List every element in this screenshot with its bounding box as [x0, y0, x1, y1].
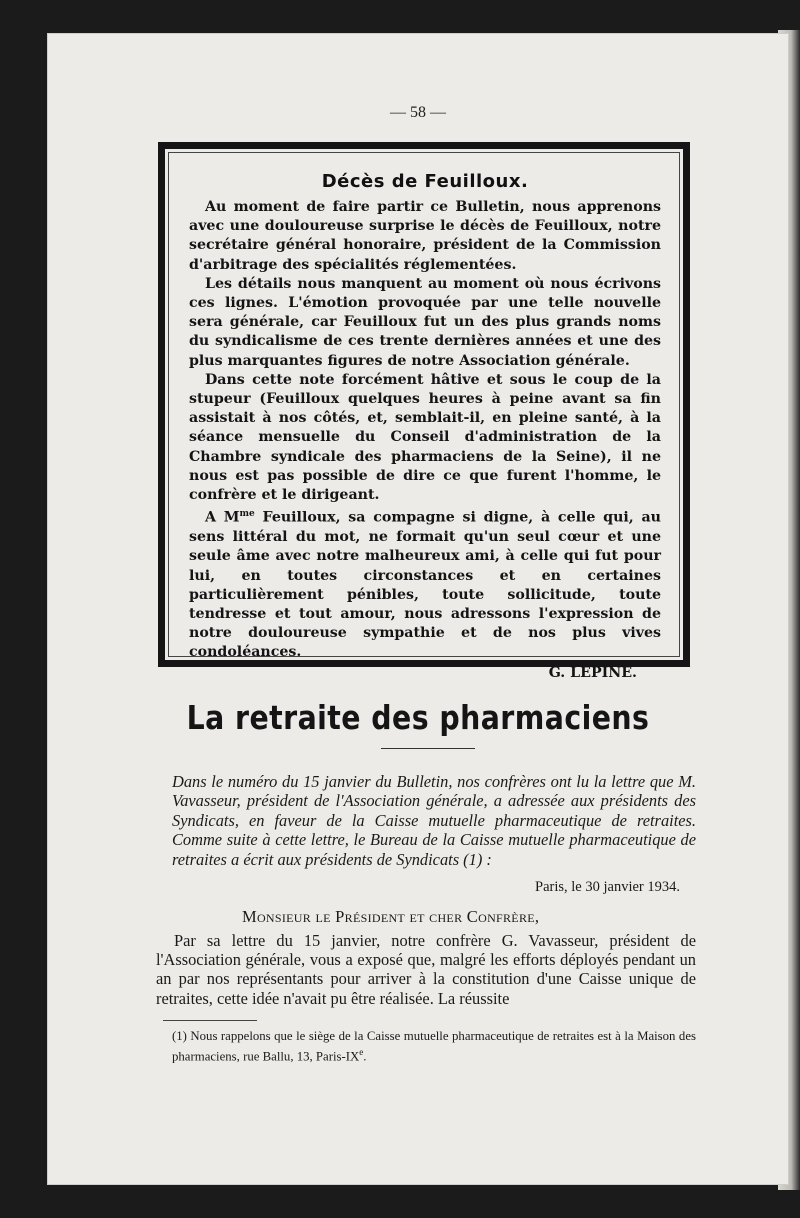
obituary-paragraph-4 — [189, 505, 661, 662]
obituary-p4-text: Feuilloux, sa compagne si digne, à celle qui, au sens littéral du mot, ne formait qu'un seul cœur et une seule âme avec notre malheureux ami, à celle qui fut pour lui, en toutes circonstances et en certaines particulièrement pénibles, toute sollicitude, toute tendresse et tout amour, nous adressons l'expression de notre douloureuse sympathie et de nos plus vives condoléances. — [189, 509, 662, 661]
title-underline — [381, 748, 475, 749]
document-page — [48, 34, 788, 1184]
page-number: — 58 — — [390, 104, 446, 121]
obituary-p4-superscript: me — [239, 509, 255, 520]
obituary-paragraph-2: Les détails nous manquent au moment où nous écrivons ces lignes. L'émotion provoquée par une telle nouvelle sera générale, car Feuilloux fut un des plus grands noms du syndicalisme de ces trente dernières années et une des plus marquantes figures de notre Association générale. — [189, 275, 661, 369]
footnote — [172, 1028, 696, 1064]
footnote-end: . — [363, 1049, 367, 1064]
letter-salutation: Monsieur le Président et cher Confrère, — [242, 907, 540, 926]
article-title: La retraite des pharmaciens — [186, 698, 650, 737]
obituary-signature: G. LÉPINE. — [548, 664, 637, 681]
obituary-paragraph-3: Dans cette note forcément hâtive et sous le coup de la stupeur (Feuilloux quelques heures à peine avant sa fin assistait à nos côtés, et, semblait-il, en pleine santé, à la séance mensuelle du Conseil d'administration de la Chambre syndicale des pharmaciens de la Seine), il ne nous est pas possible de dire ce que furent l'homme, le confrère et le dirigeant. — [189, 371, 661, 504]
footnote-superscript: e — [359, 1047, 364, 1057]
letter-body: Par sa lettre du 15 janvier, notre confrère G. Vavasseur, président de l'Association générale, vous a exposé que, malgré les efforts déployés pendant un an par nos représentants pour arriver à la constitution d'une Caisse unique de retraites, cette idée n'avait pu être réalisée. La réussite — [156, 931, 696, 1008]
article-intro: Dans le numéro du 15 janvier du Bulletin, nos confrères ont lu la lettre que M. Vavasseur, président de l'Association générale, a adressée aux présidents des Syndicats, en faveur de la Caisse mutuelle pharmaceutique de retraites. Comme suite à cette lettre, le Bureau de la Caisse mutuelle pharmaceutique de retraites a écrit aux présidents de Syndicats (1) : — [172, 772, 696, 869]
obituary-paragraph-1: Au moment de faire partir ce Bulletin, nous apprenons avec une douloureuse surprise le décès de Feuilloux, notre secrétaire général honoraire, président de la Commission d'arbitrage des spécialités réglementées. — [189, 199, 661, 273]
footnote-text: (1) Nous rappelons que le siège de la Caisse mutuelle pharmaceutique de retraites est à la Maison des pharmaciens, rue Ballu, 13, Paris-IX — [172, 1029, 696, 1064]
footnote-rule — [163, 1020, 257, 1021]
obituary-title: Décès de Feuilloux. — [321, 171, 529, 192]
obituary-notice-box — [158, 142, 690, 681]
obituary-p4-prefix: A M — [205, 509, 240, 526]
letter-date: Paris, le 30 janvier 1934. — [535, 879, 680, 895]
